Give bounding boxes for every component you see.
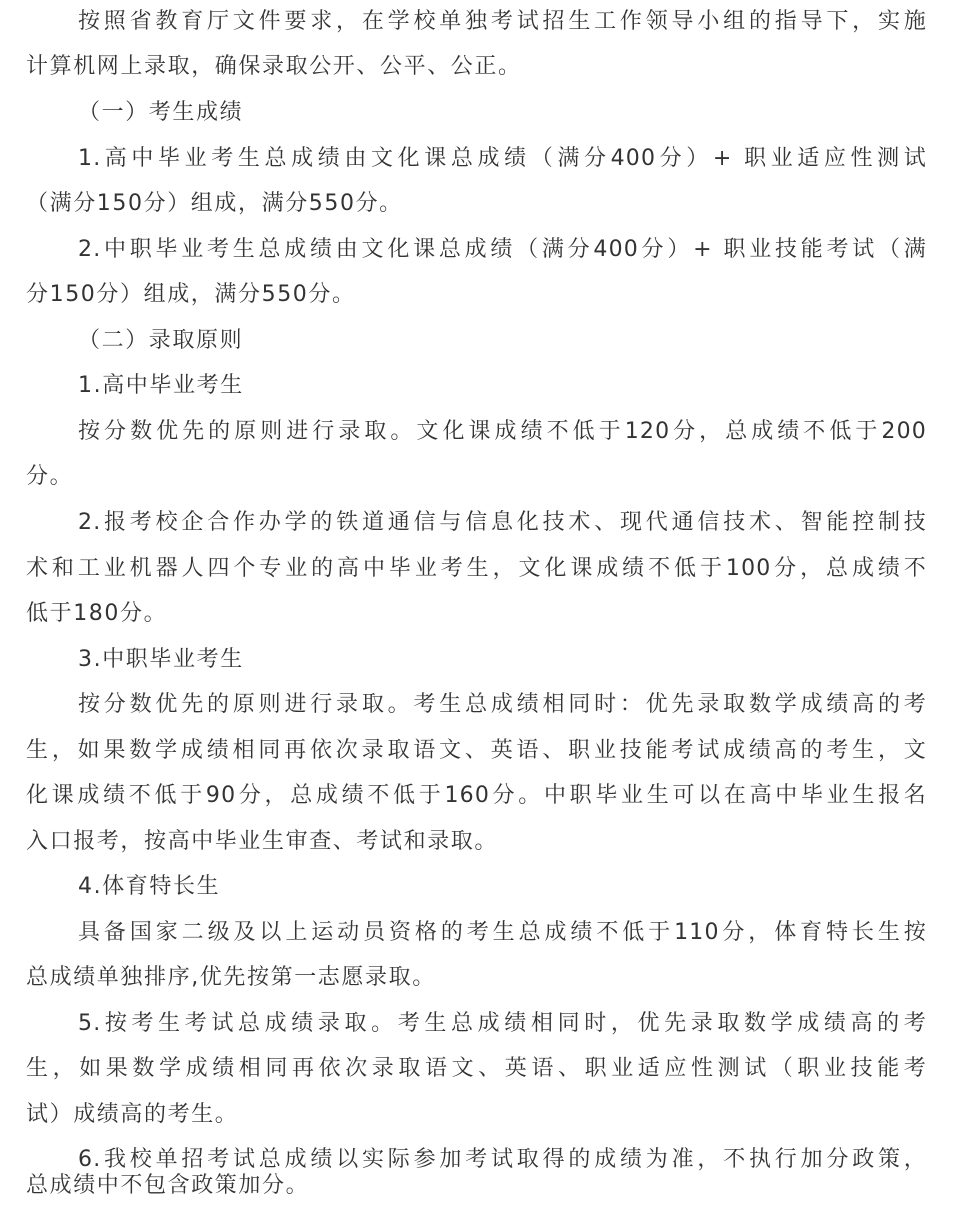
paragraph-line: 5.按考生考试总成绩录取。考生总成绩相同时，优先录取数学成绩高的考	[78, 1011, 927, 1036]
paragraph-line: 术和工业机器人四个专业的高中毕业考生，文化课成绩不低于100分，总成绩不	[26, 556, 927, 581]
subsection-heading: 1.高中毕业考生	[78, 373, 244, 398]
paragraph-line: 低于180分。	[26, 601, 168, 626]
paragraph-line: 按照省教育厅文件要求，在学校单独考试招生工作领导小组的指导下，实施	[78, 9, 927, 34]
paragraph-line: 生，如果数学成绩相同再依次录取语文、英语、职业适应性测试（职业技能考	[26, 1056, 927, 1081]
paragraph-line: 2.报考校企合作办学的铁道通信与信息化技术、现代通信技术、智能控制技	[78, 510, 927, 535]
paragraph-line: 分150分）组成，满分550分。	[26, 282, 356, 307]
paragraph-line: 总成绩单独排序,优先按第一志愿录取。	[26, 965, 436, 990]
paragraph-line: 试）成绩高的考生。	[26, 1102, 239, 1127]
subsection-heading: 3.中职毕业考生	[78, 647, 244, 672]
paragraph-line: （满分150分）组成，满分550分。	[26, 191, 403, 216]
paragraph-line: 按分数优先的原则进行录取。文化课成绩不低于120分，总成绩不低于200	[78, 419, 927, 444]
paragraph-line: 生，如果数学成绩相同再依次录取语文、英语、职业技能考试成绩高的考生，文	[26, 738, 927, 763]
section-heading: （一）考生成绩	[78, 100, 244, 125]
paragraph-line: 分。	[26, 464, 74, 489]
paragraph-line: 1.高中毕业考生总成绩由文化课总成绩（满分400分）+ 职业适应性测试	[78, 146, 927, 171]
paragraph-line: 入口报考，按高中毕业生审查、考试和录取。	[26, 829, 499, 854]
paragraph-line: 具备国家二级及以上运动员资格的考生总成绩不低于110分，体育特长生按	[78, 920, 927, 945]
section-heading: （二）录取原则	[78, 328, 244, 353]
paragraph-line: 6.我校单招考试总成绩以实际参加考试取得的成绩为准，不执行加分政策，	[78, 1147, 927, 1172]
paragraph-line: 按分数优先的原则进行录取。考生总成绩相同时：优先录取数学成绩高的考	[78, 692, 927, 717]
paragraph-line: 化课成绩不低于90分，总成绩不低于160分。中职毕业生可以在高中毕业生报名	[26, 783, 927, 808]
paragraph-line: 计算机网上录取，确保录取公开、公平、公正。	[26, 54, 522, 79]
subsection-heading: 4.体育特长生	[78, 874, 221, 899]
paragraph-line: 2.中职毕业考生总成绩由文化课总成绩（满分400分）+ 职业技能考试（满	[78, 237, 927, 262]
paragraph-line: 总成绩中不包含政策加分。	[26, 1173, 310, 1198]
